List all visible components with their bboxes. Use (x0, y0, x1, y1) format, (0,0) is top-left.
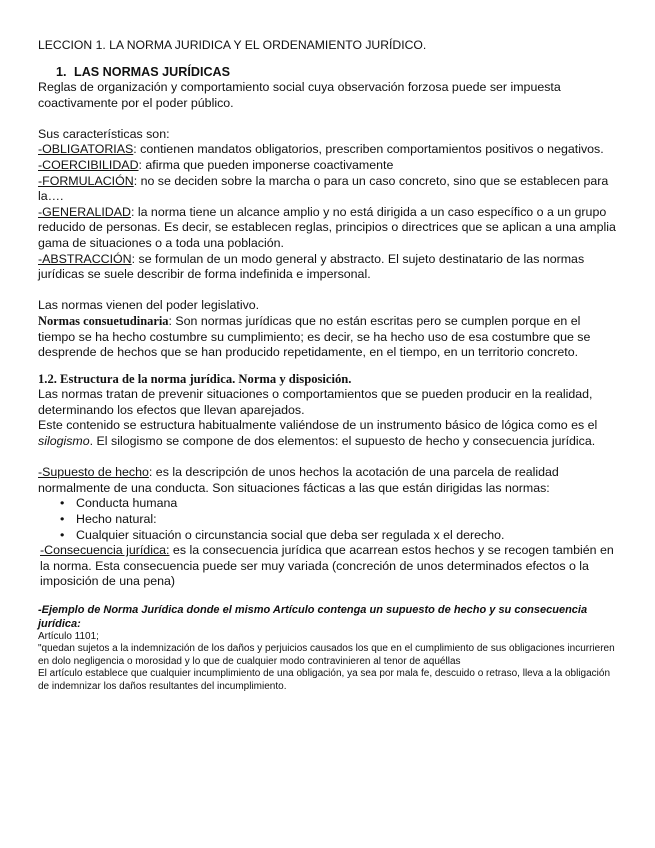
article-reference: Artículo 1101; (38, 631, 99, 642)
customary-norms-paragraph (38, 314, 620, 361)
characteristic-text: : afirma que pueden imponerse coactivamente (138, 157, 394, 172)
section-1-heading (38, 65, 620, 80)
characteristic-text: : se formulan de un modo general y abstracto. El sujeto destinatario de las normas jurídicas se suele describir de forma indefinida e impersonal. (38, 251, 585, 282)
article-explanation: El artículo establece que cualquier incumplimiento de una obligación, ya sea por mala fe, descuido o retraso, lleva a la obligación de indemnizar los daños resultantes del incumplimiento. (38, 668, 611, 692)
characteristic-term: -FORMULACIÓN (38, 173, 134, 188)
characteristic-term: -GENERALIDAD (38, 204, 131, 219)
characteristic-term: -COERCIBILIDAD (38, 157, 139, 172)
list-item: • Hecho natural: (62, 512, 620, 528)
example-title: -Ejemplo de Norma Jurídica donde el mismo Artículo contenga un supuesto de hecho y su consecuencia jurídica: (38, 604, 588, 630)
factual-assumption-paragraph (38, 465, 620, 496)
syllogism-text-end: . El silogismo se compone de dos elementos: el supuesto de hecho y consecuencia jurídica. (89, 434, 596, 449)
customary-norms-term: Normas consuetudinaria (38, 313, 169, 328)
legal-consequence-text: es la consecuencia jurídica que acarrean estos hechos y se recogen también en la norma. Esta consecuencia puede ser muy variada (concreción de unos determinados efectos o la imposición de una pena) (40, 543, 614, 589)
customary-norms-text: : Son normas jurídicas que no están escritas pero se cumplen porque en el tiempo se ha hecho costumbre su cumplimiento; es decir, se ha hecho uso de esa costumbre que se desprende de hechos que se han producido repetidamente, en el tiempo, en un territorio concreto. (38, 313, 591, 360)
factual-assumption-text: : es la descripción de unos hechos la acotación de una parcela de realidad normalmente de una conducta. Son situaciones fácticas a las que están dirigidas las normas: (38, 465, 559, 495)
characteristic-text: : no se deciden sobre la marcha o para un caso concreto, sino que se establecen para la…. (38, 173, 609, 204)
lesson-title: LECCION 1. LA NORMA JURIDICA Y EL ORDENAMIENTO JURÍDICO. (38, 38, 427, 52)
legislative-note: Las normas vienen del poder legislativo. (38, 298, 260, 313)
characteristics-intro: Sus características son: (38, 126, 170, 141)
section-1-2-heading: 1.2. Estructura de la norma jurídica. Norma y disposición. (38, 371, 352, 386)
syllogism-term: silogismo (38, 434, 90, 449)
characteristic-text: : contienen mandatos obligatorios, prescriben comportamientos positivos o negativos. (133, 142, 604, 157)
characteristic-term: -OBLIGATORIAS (38, 142, 134, 157)
factual-assumption-list (38, 496, 620, 543)
factual-assumption-term: -Supuesto de hecho (38, 465, 149, 480)
list-item: • Conducta humana (62, 496, 620, 512)
document-page (38, 38, 620, 693)
legal-consequence-paragraph (38, 543, 620, 590)
section-heading-text: LAS NORMAS JURÍDICAS (74, 65, 231, 79)
characteristic-item (38, 252, 620, 283)
definition-paragraph: Reglas de organización y comportamiento social cuya observación forzosa puede ser impuesta coactivamente por el poder público. (38, 80, 561, 110)
legal-consequence-term: -Consecuencia jurídica: (40, 543, 170, 558)
list-item: • Cualquier situación o circunstancia social que deba ser regulada x el derecho. (62, 528, 620, 544)
characteristic-term: -ABSTRACCIÓN (38, 251, 132, 266)
characteristic-item (38, 158, 620, 174)
article-quote: "quedan sujetos a la indemnización de los daños y perjuicios causados los que en el cumplimiento de sus obligaciones incurrieren en dolo negligencia o morosidad y lo que de cualquier modo contravinieren al tenor de aquéllas (38, 643, 615, 667)
structure-paragraph-2 (38, 418, 620, 449)
syllogism-text-start: Este contenido se estructura habitualmente valiéndose de un instrumento básico de lógica como es el (38, 418, 598, 433)
section-number: 1. (56, 65, 67, 79)
characteristic-item (38, 174, 620, 205)
characteristic-text: : la norma tiene un alcance amplio y no está dirigida a un caso específico o a un grupo reducido de personas. Es decir, se establecen reglas, principios o directrices que se aplican a una amplia gama de situaciones o a toda una población. (38, 204, 616, 250)
characteristic-item (38, 205, 620, 252)
characteristic-item (38, 142, 620, 158)
structure-paragraph-1: Las normas tratan de prevenir situaciones o comportamientos que se pueden producir en la realidad, determinando los efectos que llevan aparejados. (38, 387, 593, 417)
